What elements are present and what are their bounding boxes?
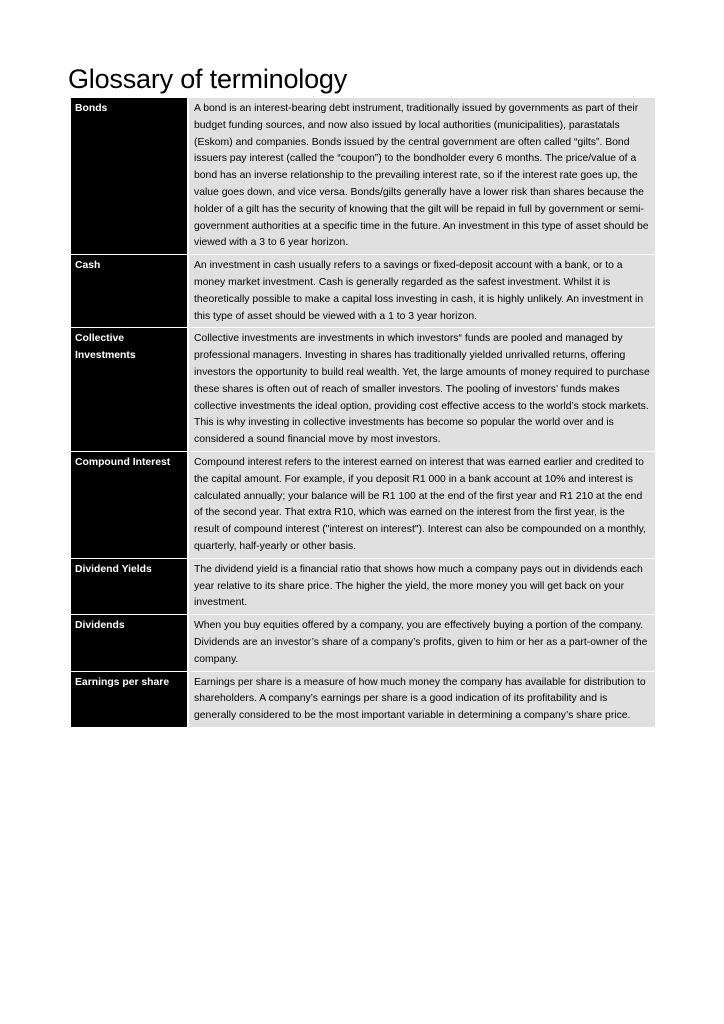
glossary-definition: Collective investments are investments in which investors“ funds are pooled and managed by professional managers. Investing in shares has traditionally yielded unrivalled returns, offering investors the opportunity to build real wealth. Yet, the large amounts of money required to purchase these shares is often out of reach of smaller investors. The pooling of investors’ funds makes collective investments the ideal option, providing cost effective access to the world’s stock markets. This is why investing in collective investments has become so popular the world over and is considered a sound financial move by most investors. xyxy=(188,328,655,452)
glossary-term: Bonds xyxy=(71,98,188,255)
glossary-definition: A bond is an interest-bearing debt instrument, traditionally issued by governments as part of their budget funding sources, and now also issued by local authorities (municipalities), parastatals (Eskom) and companies. Bonds issued by the central government are often called “gilts”. Bond issuers pay interest (called the “coupon”) to the bondholder every 6 months. The price/value of a bond has an inverse relationship to the prevailing interest rate, so if the interest rate goes up, the value goes down, and vice versa. Bonds/gilts generally have a lower risk than shares because the holder of a gilt has the security of knowing that the gilt will be repaid in full by government or semi-government authorities at a specific time in the future. An investment in this type of asset should be viewed with a 3 to 6 year horizon. xyxy=(188,98,655,255)
glossary-row-collective-investments xyxy=(71,328,655,452)
glossary-term: Compound Interest xyxy=(71,451,188,558)
glossary-term: Collective Investments xyxy=(71,328,188,452)
glossary-row-bonds xyxy=(71,98,655,255)
glossary-row-compound-interest xyxy=(71,451,655,558)
glossary-term: Cash xyxy=(71,255,188,328)
glossary-definition: Compound interest refers to the interest earned on interest that was earned earlier and credited to the capital amount. For example, if you deposit R1 000 in a bank account at 10% and interest is calculated annually; your balance will be R1 100 at the end of the first year and R1 210 at the end of the second year. That extra R10, which was earned on the interest from the first year, is the result of compound interest ("interest on interest"). Interest can also be compounded on a monthly, quarterly, half-yearly or other basis. xyxy=(188,451,655,558)
glossary-table xyxy=(71,98,655,727)
glossary-term: Dividends xyxy=(71,615,188,671)
glossary-row-cash xyxy=(71,255,655,328)
glossary-definition: When you buy equities offered by a company, you are effectively buying a portion of the company. Dividends are an investor’s share of a company’s profits, given to him or her as a part-owner of the company. xyxy=(188,615,655,671)
glossary-definition: The dividend yield is a financial ratio that shows how much a company pays out in dividends each year relative to its share price. The higher the yield, the more money you will get back on your investment. xyxy=(188,558,655,614)
glossary-term: Dividend Yields xyxy=(71,558,188,614)
glossary-row-dividends xyxy=(71,615,655,671)
glossary-row-dividend-yields xyxy=(71,558,655,614)
page-title: Glossary of terminology xyxy=(68,64,348,94)
glossary-row-earnings-per-share xyxy=(71,671,655,727)
glossary-definition: Earnings per share is a measure of how much money the company has available for distribution to shareholders. A company’s earnings per share is a good indication of its profitability and is generally considered to be the most important variable in determining a company’s share price. xyxy=(188,671,655,727)
glossary-term: Earnings per share xyxy=(71,671,188,727)
glossary-definition: An investment in cash usually refers to a savings or fixed-deposit account with a bank, or to a money market investment. Cash is generally regarded as the safest investment. Whilst it is theoretically possible to make a capital loss investing in cash, it is highly unlikely. An investment in this type of asset should be viewed with a 1 to 3 year horizon. xyxy=(188,255,655,328)
